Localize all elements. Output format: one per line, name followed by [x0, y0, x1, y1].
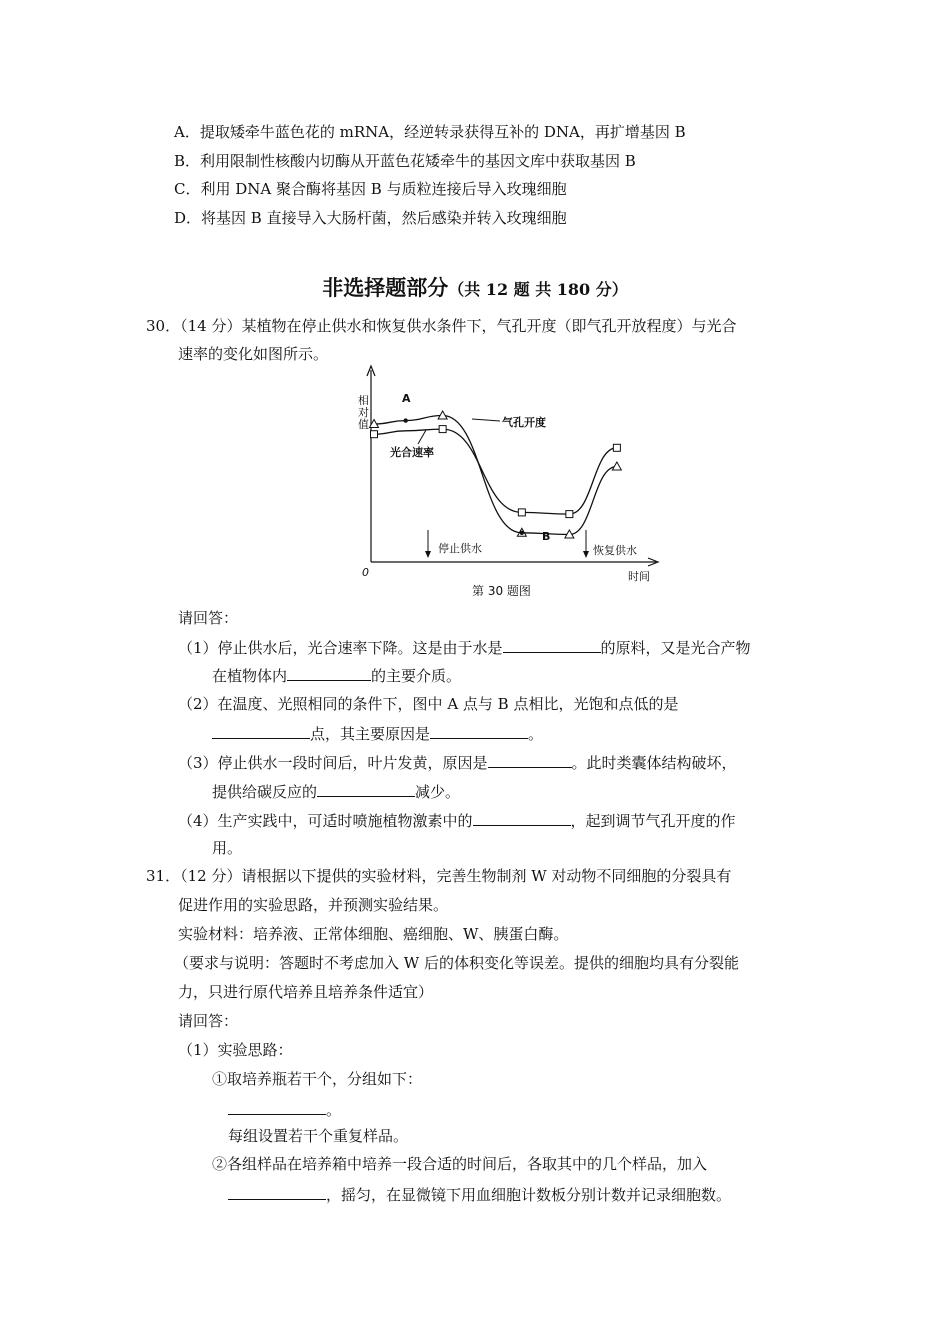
section-title: [0, 272, 950, 302]
answer-blank[interactable]: [317, 780, 415, 797]
leader-stomatal-aperture: [472, 419, 500, 421]
option-a: [174, 122, 686, 142]
q30-stem-cont: 速率的变化如图所示。: [178, 345, 329, 363]
answer-blank[interactable]: [212, 722, 310, 739]
y-axis-label-3: 值: [358, 418, 369, 431]
q30-part3-line2: [212, 780, 460, 802]
q30-chart: [340, 362, 680, 594]
q30-stem-text: （14 分）某植物在停止供水和恢复供水条件下，气孔开度（即气孔开放程度）与光合: [180, 317, 737, 335]
q31-step1-answer: [228, 1098, 341, 1120]
option-b: [174, 151, 636, 171]
option-text: 利用限制性核酸内切酶从开蓝色花矮牵牛的基因文库中获取基因 B: [200, 152, 636, 170]
q30-part2-line1: （2）在温度、光照相同的条件下，图中 A 点与 B 点相比，光饱和点低的是: [178, 695, 679, 713]
section-title-sub: （共 12 题 共 180 分）: [448, 280, 628, 299]
data-point-photosynthesis-rate: [518, 509, 525, 516]
legend-stomatal-aperture: 气孔开度: [502, 416, 546, 429]
data-point-stomatal-aperture: [612, 462, 621, 470]
q31-materials: 实验材料：培养液、正常体细胞、癌细胞、W、胰蛋白酶。: [178, 925, 569, 943]
answer-blank[interactable]: [228, 1098, 326, 1115]
q31-step2-text-b: ，摇匀，在显微镜下用血细胞计数板分别计数并记录细胞数。: [326, 1186, 732, 1204]
resume-water-label: 恢复供水: [593, 544, 637, 557]
data-point-photosynthesis-rate: [371, 431, 378, 438]
option-letter: B．: [174, 152, 201, 170]
q30-part1-text-d: 的主要介质。: [371, 667, 462, 685]
series-line-stomatal-aperture: [374, 416, 617, 535]
q30-part3-text-b: 。此时类囊体结构破坏，: [571, 754, 737, 772]
q30-part3-text-c: 提供给碳反应的: [212, 783, 318, 801]
data-point-photosynthesis-rate: [566, 511, 573, 518]
q31-stem: [146, 866, 731, 886]
stop-water-arrow-head: [425, 551, 431, 558]
q31-step2-line1: ②各组样品在培养箱中培养一段合适的时间后，各取其中的几个样品，加入: [212, 1155, 708, 1173]
q31-part1: （1）实验思路：: [178, 1041, 293, 1059]
q31-prompt: 请回答：: [178, 1012, 239, 1030]
q31-step2-line2: [228, 1183, 731, 1205]
stop-water-label: 停止供水: [438, 542, 482, 555]
option-letter: D．: [174, 209, 202, 227]
q30-part2-line2: [212, 722, 543, 744]
answer-blank[interactable]: [228, 1183, 326, 1200]
point-marker-b: [520, 531, 524, 535]
q30-part3-line1: [178, 751, 737, 773]
q30-stem: [146, 316, 736, 336]
option-c: [174, 179, 567, 199]
option-d: [174, 208, 567, 228]
q31-step1-note: 每组设置若干个重复样品。: [228, 1127, 409, 1145]
q31-stem-text: （12 分）请根据以下提供的实验材料，完善生物制剂 W 对动物不同细胞的分裂具有: [180, 867, 732, 885]
option-text: 提取矮牵牛蓝色花的 mRNA，经逆转录获得互补的 DNA，再扩增基因 B: [199, 123, 686, 141]
q30-part1-text-b: 的原料，又是光合产物: [600, 639, 751, 657]
point-marker-a: [403, 418, 407, 422]
q30-part1-line1: [178, 636, 751, 658]
q30-part1-line2: [212, 664, 461, 686]
x-axis-label: 时间: [628, 570, 650, 583]
point-label-b: B: [542, 530, 551, 543]
answer-blank[interactable]: [430, 722, 528, 739]
q30-prompt: 请回答：: [178, 609, 239, 627]
chart-caption: 第 30 题图: [472, 584, 531, 598]
option-letter: C．: [174, 180, 201, 198]
answer-blank[interactable]: [488, 751, 572, 768]
resume-water-arrow-head: [583, 551, 589, 558]
q30-part2-text-b: 点，其主要原因是: [310, 725, 431, 743]
q31-note-line1: （要求与说明：答题时不考虑加入 W 后的体积变化等误差。提供的细胞均具有分裂能: [174, 954, 739, 972]
q30-part4-line1: [178, 809, 736, 831]
q30-part3-text-a: （3）停止供水一段时间后，叶片发黄，原因是: [178, 754, 488, 772]
q31-step1-end: 。: [326, 1101, 342, 1119]
q31-step1: ①取培养瓶若干个，分组如下：: [212, 1070, 423, 1088]
q30-part1-text-a: （1）停止供水后，光合速率下降。这是由于水是: [178, 639, 503, 657]
q30-part4-text-b: ，起到调节气孔开度的作: [570, 812, 736, 830]
point-label-a: A: [402, 392, 411, 405]
data-point-photosynthesis-rate: [439, 426, 446, 433]
y-axis-label-1: 相: [358, 394, 369, 407]
option-text: 将基因 B 直接导入大肠杆菌，然后感染并转入玫瑰细胞: [201, 209, 567, 227]
q30-number: 30．: [146, 317, 181, 335]
answer-blank[interactable]: [287, 664, 371, 681]
section-title-main: 非选择题部分: [322, 276, 449, 300]
series-line-photosynthesis-rate: [374, 429, 617, 514]
data-point-photosynthesis-rate: [613, 444, 620, 451]
q30-part4-line2: 用。: [212, 839, 243, 857]
answer-blank[interactable]: [503, 636, 601, 653]
q31-note-line2: 力，只进行原代培养且培养条件适宜）: [178, 983, 434, 1001]
q30-part4-text-a: （4）生产实践中，可适时喷施植物激素中的: [178, 812, 473, 830]
leader-photosynthesis-rate: [418, 430, 426, 444]
q31-stem-cont: 促进作用的实验思路，并预测实验结果。: [178, 896, 449, 914]
q31-number: 31．: [146, 867, 181, 885]
legend-photosynthesis-rate: 光合速率: [390, 446, 434, 459]
answer-blank[interactable]: [473, 809, 571, 826]
origin-label: 0: [362, 566, 369, 579]
q30-part1-text-c: 在植物体内: [212, 667, 288, 685]
q30-part3-text-d: 减少。: [415, 783, 461, 801]
option-letter: A．: [174, 123, 200, 141]
y-axis-label-2: 对: [358, 406, 369, 419]
q30-part2-text-c: 。: [528, 725, 544, 743]
option-text: 利用 DNA 聚合酶将基因 B 与质粒连接后导入玫瑰细胞: [200, 180, 567, 198]
